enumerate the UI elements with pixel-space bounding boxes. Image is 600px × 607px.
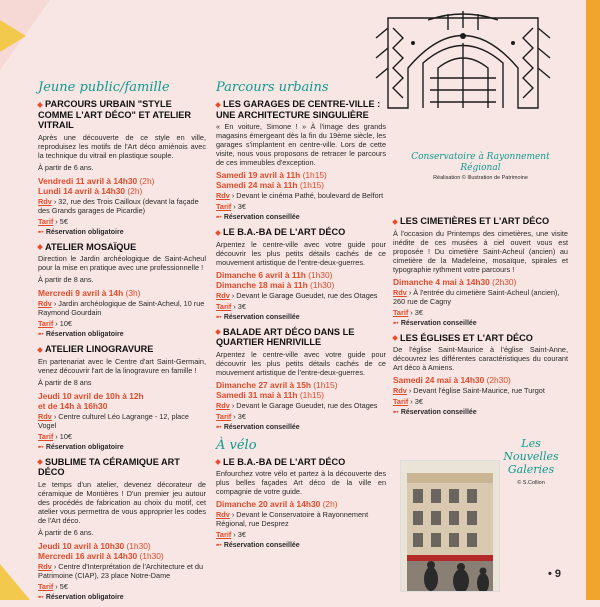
column-parcours-urbains [216, 80, 386, 555]
event-date [38, 186, 206, 196]
tarif-label: Tarif [38, 581, 54, 591]
rdv-address: 32, rue des Trois Cailloux (devant la façade des Grands garages de Picardie) [38, 196, 199, 215]
arrow-icon: ➸ [38, 228, 46, 236]
event-duration: (1h15) [299, 389, 325, 400]
event-duration: (2h30) [486, 375, 511, 385]
reservation-text: Réservation conseillée [400, 319, 477, 327]
event-duration: (1h15) [299, 180, 325, 190]
rdv-label: Rdv [216, 290, 230, 300]
event-price: Tarif › 3€ [393, 307, 423, 317]
diamond-bullet-icon [37, 102, 43, 108]
event-reservation [216, 313, 386, 322]
event-date [38, 541, 206, 551]
event-title [216, 327, 386, 348]
event-description: De l'église Saint-Maurice à l'église Saint-Anne, découvrez les différentes caractéristiques du courant Art déco à Amiens. [393, 345, 568, 372]
event-description: À l'occasion du Printemps des cimetières, une visite inédite de ces musées à ciel ouvert vous est proposée ! Du cimetière Saint-Acheul (ancien) au cimetière de la Madeleine, mosaïque, spirales et typographie rythment votre parcours ! [393, 228, 568, 274]
tarif-value: 3€ [237, 411, 246, 421]
event-title-text: ATELIER LINOGRAVURE [45, 344, 154, 354]
event-title-text: LES CIMETIÈRES ET L'ART DÉCO [400, 216, 550, 226]
event-title [38, 457, 206, 478]
arrow-icon: ➸ [38, 443, 46, 451]
rdv-label: Rdv [393, 386, 407, 395]
galeries-title: Les Nouvelles Galeries [503, 437, 559, 476]
event-reservation [38, 593, 206, 602]
rdv-label: Rdv [216, 400, 230, 410]
diamond-bullet-icon [37, 459, 43, 465]
event-duration: (2h) [322, 499, 338, 509]
diamond-bullet-icon [392, 335, 398, 341]
event-date [38, 401, 206, 411]
event-date-text: Samedi 24 mai à 14h30 [393, 375, 485, 385]
nouvelles-galeries-photo [400, 460, 500, 592]
reservation-text: Réservation conseillée [400, 409, 477, 416]
event-reservation [38, 330, 206, 339]
tarif-label: Tarif [216, 530, 232, 539]
tarif-label: Tarif [38, 319, 54, 328]
reservation-text: Réservation conseillée [223, 313, 300, 321]
event-title [393, 216, 568, 227]
section-title: Parcours urbains [216, 80, 329, 95]
event-date-text: Mercredi 9 avril à 14h [38, 288, 124, 298]
arrow-icon: ➸ [216, 542, 224, 549]
event-date [393, 277, 568, 287]
event-date-text: Vendredi 11 avril à 14h30 [38, 175, 138, 186]
rdv-label: Rdv [38, 196, 52, 206]
event-date [216, 499, 386, 509]
tarif-value: 5€ [59, 581, 68, 591]
event-date-text: Dimanche 4 mai à 14h30 [393, 276, 490, 287]
arrow-icon: ➸ [38, 331, 46, 338]
orange-edge-stripe [586, 0, 600, 600]
event-date [38, 391, 206, 401]
rdv-label: Rdv [216, 191, 230, 200]
yellow-bottom-triangle [0, 564, 30, 600]
event-age: À partir de 6 ans. [38, 527, 94, 537]
event-meeting-point: Rdv › 32, rue des Trois Cailloux (devant la façade des Grands garages de Picardie) [38, 196, 199, 215]
reservation-text: Réservation obligatoire [45, 443, 124, 451]
event-description: Après une découverte de ce style en ville, reproduisez les motifs de l'Art déco amiénois avec la technique du vitrail en plastique souple. [38, 132, 206, 160]
event-title-text: SUBLIME TA CÉRAMIQUE ART DÉCO [38, 456, 180, 477]
event-meeting-point: Rdv › Centre culturel Léo Lagrange - 12, place Vogel [38, 411, 189, 430]
event-date [38, 551, 206, 561]
yellow-corner-triangle [0, 20, 26, 52]
reservation-text: Réservation obligatoire [45, 593, 124, 601]
event-meeting-point: Rdv › À l'entrée du cimetière Saint-Acheul (ancien), 260 rue de Cagny [393, 287, 560, 306]
tarif-value: 10€ [59, 319, 72, 328]
event-age: À partir de 6 ans. [38, 162, 94, 172]
rdv-label: Rdv [38, 561, 52, 571]
event-price: Tarif › 3€ [393, 397, 423, 406]
event-age: À partir de 8 ans. [38, 275, 94, 284]
event-date-text: Dimanche 20 avril à 14h30 [216, 499, 321, 509]
event-date [38, 176, 206, 186]
event-title [38, 242, 206, 253]
reservation-text: Réservation conseillée [223, 214, 300, 221]
event-meeting-point: Rdv › Centre d'Interprétation de l'Architecture et du Patrimoine (CIAP), 23 place Notre-Dame [38, 561, 204, 580]
event-price: Tarif › 3€ [216, 530, 246, 539]
event-duration: (2h30) [492, 276, 517, 287]
arrow-icon: ➸ [216, 214, 224, 221]
event-date-text: Lundi 14 avril à 14h30 [38, 185, 126, 196]
reservation-text: Réservation obligatoire [45, 331, 124, 338]
event-date-text: Dimanche 18 mai à 11h [216, 279, 308, 290]
rdv-address: Jardin archéologique de Saint-Acheul, 10 rue Raymond Gourdain [38, 299, 205, 317]
event-title-text: LE B.A.-BA DE L'ART DÉCO [223, 227, 346, 237]
event-price: Tarif › 10€ [38, 319, 72, 328]
event-date [216, 280, 386, 290]
event-date-text: Mercredi 16 avril à 14h30 [38, 550, 138, 561]
tarif-value: 3€ [414, 307, 423, 317]
tarif-label: Tarif [216, 301, 232, 311]
diamond-bullet-icon [37, 347, 43, 353]
rdv-address: Centre culturel Léo Lagrange - 12, place Vogel [38, 411, 189, 430]
event-duration: (2h) [139, 175, 155, 186]
event-title [216, 227, 386, 238]
event-duration: (3h) [125, 288, 141, 298]
event-title [216, 99, 386, 120]
event-description: Arpentez le centre-ville avec votre guide pour découvrir les plus petits détails cachés de ce mouvement artistique de l'entre-deux-guerres. [216, 349, 386, 377]
tarif-label: Tarif [216, 411, 232, 421]
rdv-label: Rdv [38, 411, 52, 421]
rdv-address: Devant le Conservatoire à Rayonnement Régional, rue Desprez [216, 510, 369, 528]
event-title [216, 457, 386, 468]
event-reservation [393, 319, 568, 328]
tarif-value: 10€ [59, 431, 72, 441]
event-price: Tarif › 3€ [216, 301, 246, 311]
event-title-text: ATELIER MOSAÏQUE [45, 241, 137, 252]
diamond-bullet-icon [37, 244, 43, 250]
event-reservation [216, 213, 386, 222]
photo-credit: © S.Collion [517, 480, 545, 486]
nouvelles-galeries-caption [496, 437, 566, 486]
arrow-icon: ➸ [393, 409, 401, 416]
page-number: • 9 [548, 568, 562, 580]
arrow-icon: ➸ [216, 423, 224, 431]
event-title [393, 333, 568, 344]
event-date-text: Samedi 19 avril à 11h [216, 170, 301, 180]
tarif-value: 3€ [237, 301, 246, 311]
tarif-label: Tarif [393, 397, 409, 406]
conservatoire-illustration [368, 8, 558, 138]
event-duration: (1h30) [310, 279, 335, 290]
tarif-value: 3€ [237, 530, 246, 539]
event-title [38, 99, 206, 131]
tarif-value: 3€ [237, 202, 246, 211]
event-date [38, 288, 206, 298]
reservation-text: Réservation obligatoire [45, 228, 124, 236]
rdv-label: Rdv [393, 287, 407, 297]
event-meeting-point: Rdv › Devant l'église Saint-Maurice, rue Turgot [393, 386, 545, 395]
conservatoire-title: Conservatoire à Rayonnement Régional [411, 152, 550, 173]
event-meeting-point: Rdv › Devant le Garage Gueudet, rue des Otages [216, 400, 378, 410]
rdv-address: Devant le Garage Gueudet, rue des Otages [236, 290, 378, 300]
event-duration: (1h15) [302, 170, 327, 180]
event-reservation [216, 541, 386, 550]
event-price: Tarif › 5€ [38, 216, 68, 226]
event-reservation [38, 443, 206, 452]
tarif-label: Tarif [216, 202, 232, 211]
event-date-text: et de 14h à 16h30 [38, 400, 108, 411]
event-duration: (1h30) [126, 540, 151, 551]
event-duration: (2h) [127, 185, 143, 196]
event-meeting-point: Rdv › Devant le Conservatoire à Rayonnement Régional, rue Desprez [216, 510, 369, 528]
event-date [216, 390, 386, 400]
rdv-address: Devant le cinéma Pathé, boulevard de Belfort [236, 191, 384, 200]
event-date [216, 170, 386, 180]
event-price: Tarif › 5€ [38, 581, 68, 591]
event-price: Tarif › 10€ [38, 431, 72, 441]
event-date-text: Jeudi 10 avril de 10h à 12h [38, 390, 144, 401]
diamond-bullet-icon [392, 219, 398, 225]
tarif-value: 5€ [59, 216, 68, 226]
event-price: Tarif › 3€ [216, 411, 246, 421]
event-price: Tarif › 3€ [216, 202, 246, 211]
event-date-text: Dimanche 6 avril à 11h [216, 269, 306, 280]
diamond-bullet-icon [215, 230, 221, 236]
event-description: « En voiture, Simone ! » À l'image des grands magasins émergeant dès la fin du 19ème siècle, les garages s'implantent en centre-ville. Lors de cette visite, nous vous proposons de retracer le parcours de ces immeubles d'exception. [216, 122, 386, 167]
tarif-label: Tarif [393, 307, 409, 317]
section-title: Jeune public/famille [38, 80, 170, 95]
event-date-text: Dimanche 27 avril à 15h [216, 379, 311, 390]
tarif-label: Tarif [38, 431, 54, 441]
rdv-label: Rdv [38, 299, 52, 308]
event-meeting-point: Rdv › Jardin archéologique de Saint-Acheul, 10 rue Raymond Gourdain [38, 299, 205, 317]
event-title-text: BALADE ART DÉCO DANS LE QUARTIER HENRIVILLE [216, 326, 355, 347]
tarif-label: Tarif [38, 216, 54, 226]
event-description: Enfourchez votre vélo et partez à la découverte des plus belles façades Art déco de la ville en compagnie de votre guide. [216, 469, 386, 496]
event-date-text: Jeudi 10 avril à 10h30 [38, 540, 125, 551]
event-date-text: Samedi 31 mai à 11h [216, 389, 298, 400]
event-description: Le temps d'un atelier, devenez décorateur de céramique de Montières ! D'un premier jeu autour des procédés de fabrication au choix du motif, cet atelier vous permettra de vous approprier les codes de l'Art déco. [38, 479, 206, 525]
section-title-velo: À vélo [216, 437, 257, 453]
event-date [393, 375, 568, 385]
event-date [216, 270, 386, 280]
column-jeune-public [38, 80, 206, 607]
column-cimetieres-eglises [393, 212, 568, 422]
event-reservation [38, 228, 206, 237]
event-duration: (1h30) [308, 269, 333, 280]
event-date-text: Samedi 24 mai à 11h [216, 180, 298, 190]
event-meeting-point: Rdv › Devant le Garage Gueudet, rue des Otages [216, 290, 378, 300]
event-description: En partenariat avec le Centre d'art Saint-Germain, venez découvrir l'art de la linogravure en famille ! [38, 356, 206, 375]
rdv-address: À l'entrée du cimetière Saint-Acheul (ancien), 260 rue de Cagny [393, 287, 560, 306]
event-title-text: PARCOURS URBAIN "STYLE COMME L'ART DÉCO" ET ATELIER VITRAIL [38, 99, 192, 130]
event-duration: (1h30) [139, 550, 164, 561]
illustration-credit: Réalisation © Illustration de Patrimoine [433, 175, 528, 181]
diamond-bullet-icon [215, 329, 221, 335]
diamond-bullet-icon [215, 459, 221, 465]
arrow-icon: ➸ [38, 593, 46, 601]
rdv-address: Devant l'église Saint-Maurice, rue Turgot [413, 386, 545, 395]
rdv-address: Centre d'Interprétation de l'Architecture et du Patrimoine (CIAP), 23 place Notre-Dame [38, 561, 204, 580]
arrow-icon: ➸ [393, 319, 401, 327]
event-reservation [393, 408, 568, 417]
event-meeting-point: Rdv › Devant le cinéma Pathé, boulevard de Belfort [216, 191, 384, 200]
page-number-value: 9 [554, 568, 562, 580]
diamond-bullet-icon [215, 102, 221, 108]
event-title-text: LES ÉGLISES ET L'ART DÉCO [400, 332, 533, 343]
event-duration: (1h15) [313, 379, 338, 390]
reservation-text: Réservation conseillée [223, 423, 300, 431]
arrow-icon: ➸ [216, 313, 224, 321]
event-date [216, 180, 386, 190]
conservatoire-caption [393, 152, 568, 181]
event-title-text: LES GARAGES DE CENTRE-VILLE : UNE ARCHITECTURE SINGULIÈRE [216, 99, 381, 120]
event-title [38, 344, 206, 355]
event-age: À partir de 8 ans [38, 377, 92, 387]
event-description: Direction le Jardin archéologique de Saint-Acheul pour la mise en pratique avec une professionnelle ! [38, 254, 206, 272]
rdv-label: Rdv [216, 510, 230, 519]
event-date [216, 380, 386, 390]
reservation-text: Réservation conseillée [223, 542, 300, 549]
event-reservation [216, 423, 386, 432]
event-description: Arpentez le centre-ville avec votre guide pour découvrir les plus petits détails cachés de ce mouvement artistique de l'entre-deux-guerres. [216, 239, 386, 267]
event-title-text: LE B.A.-BA DE L'ART DÉCO [223, 456, 346, 467]
tarif-value: 3€ [414, 397, 423, 406]
rdv-address: Devant le Garage Gueudet, rue des Otages [236, 400, 378, 410]
